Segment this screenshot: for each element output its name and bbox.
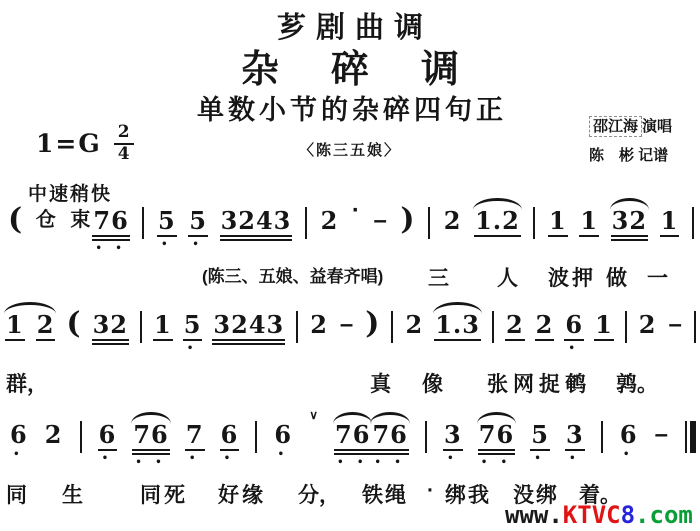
beam-line: [132, 453, 169, 455]
beam-line: [505, 339, 525, 341]
beam-line: [565, 449, 585, 451]
barline: [694, 311, 696, 343]
beam-line: [564, 339, 584, 341]
score-note: 5 •: [189, 206, 207, 250]
beam-line: [548, 235, 568, 237]
page-title: 杂碎调: [240, 49, 511, 91]
dash-note: –: [373, 207, 387, 234]
beam-line: [220, 449, 240, 451]
watermark-part4: .com: [635, 501, 693, 529]
watermark-part3: 8: [620, 501, 636, 529]
beam-line: [474, 235, 521, 237]
score-note: 1: [549, 206, 567, 235]
parenthesis: ): [365, 306, 380, 341]
beam-line: [212, 343, 285, 345]
parenthesis: (: [66, 306, 81, 341]
slur-mark: [473, 198, 522, 210]
beam-line: [132, 449, 169, 451]
lyric-syllable: ·: [427, 479, 434, 502]
score-note: 6 •: [220, 420, 239, 464]
lyric-syllable: 波押: [548, 267, 596, 290]
dash-note: –: [668, 311, 682, 338]
score-note: 76 • •: [372, 423, 407, 447]
score-note: 2: [44, 420, 63, 449]
octave-dots: •: [101, 453, 114, 464]
score-note: 2: [505, 310, 524, 339]
octave-dots: •: [534, 453, 546, 464]
score-note: 3243: [213, 313, 284, 337]
octave-dots: • •: [95, 243, 127, 254]
score-note: 76 • •: [335, 423, 370, 447]
lyric-syllable: 生: [62, 484, 83, 507]
lyric-syllable: 真: [370, 373, 391, 396]
score-note: 6 •: [619, 420, 638, 460]
lyric-syllable: 鹑。: [616, 373, 658, 396]
octave-dots: •: [277, 449, 289, 460]
barline: [305, 207, 307, 239]
score-note: 76 • •: [93, 206, 129, 254]
parenthesis: (: [8, 202, 23, 237]
score-note: 1: [595, 310, 613, 339]
credit-singer: [589, 113, 672, 142]
tempo-marking: 中速稍快: [28, 184, 113, 205]
barline: [142, 207, 144, 239]
score-note: 1: [660, 206, 679, 235]
beam-line: [36, 339, 56, 341]
score-note: 7 •: [185, 420, 204, 464]
beam-line: [188, 235, 208, 237]
breath-mark: ∨: [309, 408, 318, 422]
score-line-2: [6, 306, 696, 354]
octave-dots: • •: [480, 457, 513, 468]
score-line-3: [10, 408, 696, 468]
score-note: 32: [93, 313, 128, 337]
beam-line: [92, 339, 129, 341]
lyric-syllable: 三: [428, 267, 449, 290]
beam-line: [371, 453, 408, 455]
score-note: 6 •: [565, 310, 584, 354]
lyric-syllable: 好缘: [218, 484, 266, 507]
beam-line: [185, 449, 205, 451]
slur-mark: [610, 198, 649, 210]
lyric-syllable: 人: [497, 267, 518, 290]
dash-note: –: [339, 311, 354, 338]
lyrics-row-2: [0, 368, 700, 396]
score-note: 2: [443, 206, 462, 235]
note-group: [6, 310, 55, 339]
slur-mark: [433, 302, 482, 314]
score-note: 6 •: [98, 420, 117, 464]
score-note: 3 •: [443, 420, 462, 464]
barline: [255, 421, 257, 453]
barline: [296, 311, 298, 343]
octave-dots: •: [223, 453, 236, 464]
note-group: [335, 420, 408, 468]
beam-line: [443, 449, 463, 451]
octave-dots: •: [447, 453, 459, 464]
beam-line: [92, 239, 129, 241]
score-note: 2: [310, 310, 328, 339]
score-note: 6 •: [10, 420, 28, 460]
series-title: 芗剧曲调: [276, 12, 433, 44]
score-note: 1.2: [475, 209, 520, 233]
octave-dots: •: [161, 239, 173, 250]
beam-line: [157, 235, 177, 237]
score-note: 32: [612, 209, 647, 233]
beam-line: [334, 453, 371, 455]
slur-mark: [370, 412, 409, 424]
beam-line: [98, 449, 118, 451]
barline: [692, 207, 694, 239]
lyric-syllable: 铁绳: [362, 484, 408, 507]
beam-line: [611, 235, 648, 237]
beam-line: [660, 235, 680, 237]
score-line-1: [8, 197, 694, 254]
score-note: 5 •: [531, 420, 549, 464]
key-label: 1=G: [36, 129, 102, 159]
watermark-part2: KTVC: [562, 501, 621, 529]
beam-line: [220, 239, 293, 241]
octave-dots: •: [188, 453, 201, 464]
score-note: 5 •: [157, 206, 176, 250]
barline: [140, 311, 142, 343]
beam-line: [92, 343, 129, 345]
barline: [533, 207, 535, 239]
credit-notator: 陈 彬 记谱: [588, 146, 669, 164]
lyric-syllable: 张网捉鹌: [487, 373, 591, 396]
score-note: 1: [154, 310, 172, 339]
beam-line: [153, 339, 173, 341]
score-note: 6 •: [274, 420, 293, 460]
slur-mark: [131, 412, 170, 424]
beam-line: [434, 339, 481, 341]
barline: [625, 311, 627, 343]
score-note: 3 •: [565, 420, 584, 464]
lyric-syllable: 一: [647, 267, 668, 290]
score-note: 5 •: [183, 310, 202, 354]
lyric-syllable: 同: [6, 484, 27, 507]
stage-direction: (陈三、五娘、益春齐唱): [202, 267, 384, 286]
barline: [391, 311, 393, 343]
beam-line: [478, 453, 515, 455]
beam-line: [212, 339, 285, 341]
octave-dots: •: [568, 343, 580, 354]
score-note: 76 • •: [133, 423, 168, 447]
lyric-syllable: 做: [606, 267, 627, 290]
barline: [601, 421, 603, 453]
barline: [492, 311, 494, 343]
watermark: [505, 503, 693, 527]
octave-dots: •: [622, 449, 635, 460]
octave-dots: • •: [337, 457, 369, 468]
beam-line: [92, 235, 129, 237]
subtitle: 单数小节的杂碎四句正: [197, 95, 507, 125]
lyric-syllable: 绑我: [445, 484, 491, 507]
beam-line: [611, 239, 648, 241]
octave-dots: •: [569, 453, 581, 464]
score-note: 1: [6, 310, 24, 339]
score-note: 76 • •: [479, 423, 514, 447]
lyric-syllable: 像: [422, 373, 443, 396]
score-note: 仓: [35, 209, 57, 231]
score-note: 2: [320, 206, 339, 235]
time-signature-numerator: 2: [114, 124, 134, 145]
credit-singer-role: 演唱: [641, 118, 672, 135]
beam-line: [579, 235, 599, 237]
octave-dots: • •: [374, 457, 406, 468]
barline: [425, 421, 427, 453]
beam-line: [5, 339, 25, 341]
octave-dots: •: [192, 239, 204, 250]
beam-line: [183, 339, 203, 341]
octave-dots: • •: [135, 457, 167, 468]
barline: [80, 421, 82, 453]
credit-singer-name: 邵江海: [589, 116, 642, 137]
watermark-part1: www.: [505, 501, 563, 529]
dash-note: –: [654, 421, 668, 448]
score-note: 1.3: [435, 313, 480, 337]
score-note: 束: [70, 209, 92, 231]
lyric-syllable: 着。: [579, 484, 621, 507]
credits: [589, 113, 672, 170]
note-group: [70, 206, 129, 254]
beam-line: [594, 339, 614, 341]
opera-title: 〈陈三五娘〉: [298, 142, 401, 159]
score-note: 1: [580, 206, 599, 235]
score-note: 3243: [221, 209, 292, 233]
lyric-syllable: 同死: [140, 484, 188, 507]
beam-line: [535, 339, 555, 341]
score-note: 2: [535, 310, 554, 339]
beam-line: [371, 449, 408, 451]
score-note: 2: [405, 310, 424, 339]
final-barline: [685, 421, 696, 453]
octave-dots: •: [13, 449, 25, 460]
octave-dots: •: [186, 343, 199, 354]
augmentation-dot: ·: [351, 197, 360, 224]
lyric-syllable: 群，: [6, 373, 48, 396]
lyric-syllable: 分，: [298, 484, 340, 507]
lyrics-row-1: [0, 262, 700, 290]
beam-line: [478, 449, 515, 451]
lyric-syllable: 没绑: [513, 484, 559, 507]
score-note: 2: [638, 310, 657, 339]
beam-line: [530, 449, 550, 451]
parenthesis: ): [400, 202, 415, 237]
slur-mark: [477, 412, 516, 424]
time-signature-denominator: 4: [117, 143, 130, 164]
score-note: 2: [36, 310, 55, 339]
barline: [428, 207, 430, 239]
slur-mark: [333, 412, 372, 424]
beam-line: [220, 235, 293, 237]
beam-line: [334, 449, 371, 451]
